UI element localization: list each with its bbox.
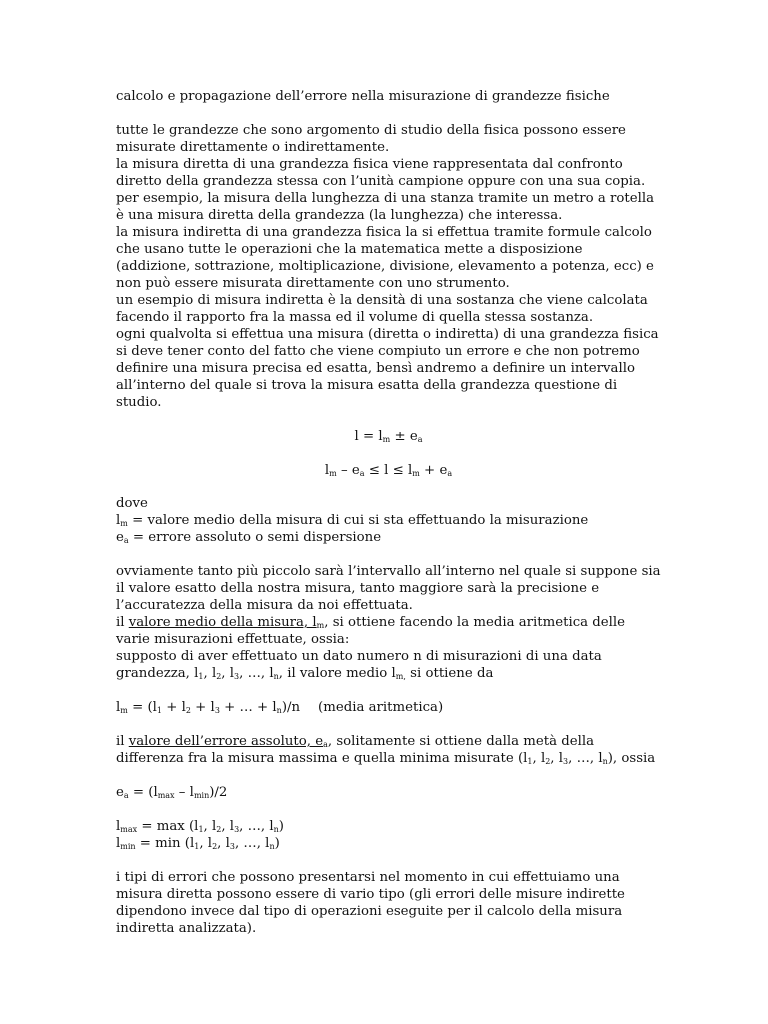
formula-interval: $l = l_m \pm e_a$: [354, 429, 423, 444]
paragraph: la misura diretta di una grandezza fisica viene rappresentata dal confronto diretto della grandezza stessa con l’unità campione oppure con una sua copia.: [116, 157, 646, 189]
formula-mean: $l_m = (l_1 + l_2 + l_3$ + … + $l_n)/n$ (media aritmetica): [116, 700, 444, 715]
paragraph-mean: il valore medio della misura, $l_m$, si ottiene facendo la media aritmetica delle varie misurazioni effettuate, ossia:: [116, 615, 626, 647]
paragraph-abs-error: il valore dell’errore assoluto, $e_a$, solitamente si ottiene dalla metà della differenza fra la misura massima e quella minima misurate ($l_1$, $l_2$, $l_3$, …, $l_n$), ossia: [116, 734, 656, 766]
paragraph: ovviamente tanto più piccolo sarà l’intervallo all’interno nel quale si suppone sia il valore esatto della nostra misura, tanto maggiore sarà la precisione e l’accuratezza della misura da noi effettuata.: [116, 564, 661, 613]
document-page: [116, 88, 661, 937]
definition-lm: $l_m$ = valore medio della misura di cui si sta effettuando la misurazione: [116, 513, 589, 528]
formula-abs-error: $e_a = (l_{max} - l_{min})/2$: [116, 785, 228, 800]
formula-max: $l_{max} = \max (l_1$, $l_2$, $l_3$, …, $l_n$): [116, 819, 284, 834]
paragraph: per esempio, la misura della lunghezza di una stanza tramite un metro a rotella è una misura diretta della grandezza (la lunghezza) che interessa.: [116, 191, 654, 223]
formula-inequality: $l_m - e_a \le l \le l_m + e_a$: [324, 463, 453, 478]
definition-ea: $e_a$ = errore assoluto o semi dispersione: [116, 530, 382, 545]
paragraph: ogni qualvolta si effettua una misura (diretta o indiretta) di una grandezza fisica si deve tener conto del fatto che viene compiuto un errore e che non potremo definire una misura precisa ed esatta, bensì andremo a definire un intervallo all’interno del quale si trova la misura esatta della grandezza questione di studio.: [116, 327, 659, 410]
paragraph: la misura indiretta di una grandezza fisica la si effettua tramite formule calcolo che usano tutte le operazioni che la matematica mette a disposizione (addizione, sottrazione, moltiplicazione, divisione, elevamento a potenza, ecc) e non può essere misurata direttamente con uno strumento.: [116, 225, 654, 291]
dove-label: dove: [116, 496, 148, 511]
paragraph: i tipi di errori che possono presentarsi nel momento in cui effettuiamo una misura diretta possono essere di vario tipo (gli errori delle misure indirette dipendono invece dal tipo di operazioni eseguite per il calcolo della misura indiretta analizzata).: [116, 870, 625, 936]
paragraph: un esempio di misura indiretta è la densità di una sostanza che viene calcolata facendo il rapporto fra la massa ed il volume di quella stessa sostanza.: [116, 293, 648, 325]
doc-title: calcolo e propagazione dell’errore nella misurazione di grandezze fisiche: [116, 89, 610, 104]
formula-min: $l_{min} = \min (l_1$, $l_2$, $l_3$, …, $l_n$): [116, 836, 280, 851]
paragraph-measurements: supposto di aver effettuato un dato numero n di misurazioni di una data grandezza, $l_1$, $l_2$, $l_3$, …, $l_n$, il valore medio $l_{m,}$ si ottiene da: [116, 649, 602, 681]
paragraph: tutte le grandezze che sono argomento di studio della fisica possono essere misurate direttamente o indirettamente.: [116, 123, 626, 155]
